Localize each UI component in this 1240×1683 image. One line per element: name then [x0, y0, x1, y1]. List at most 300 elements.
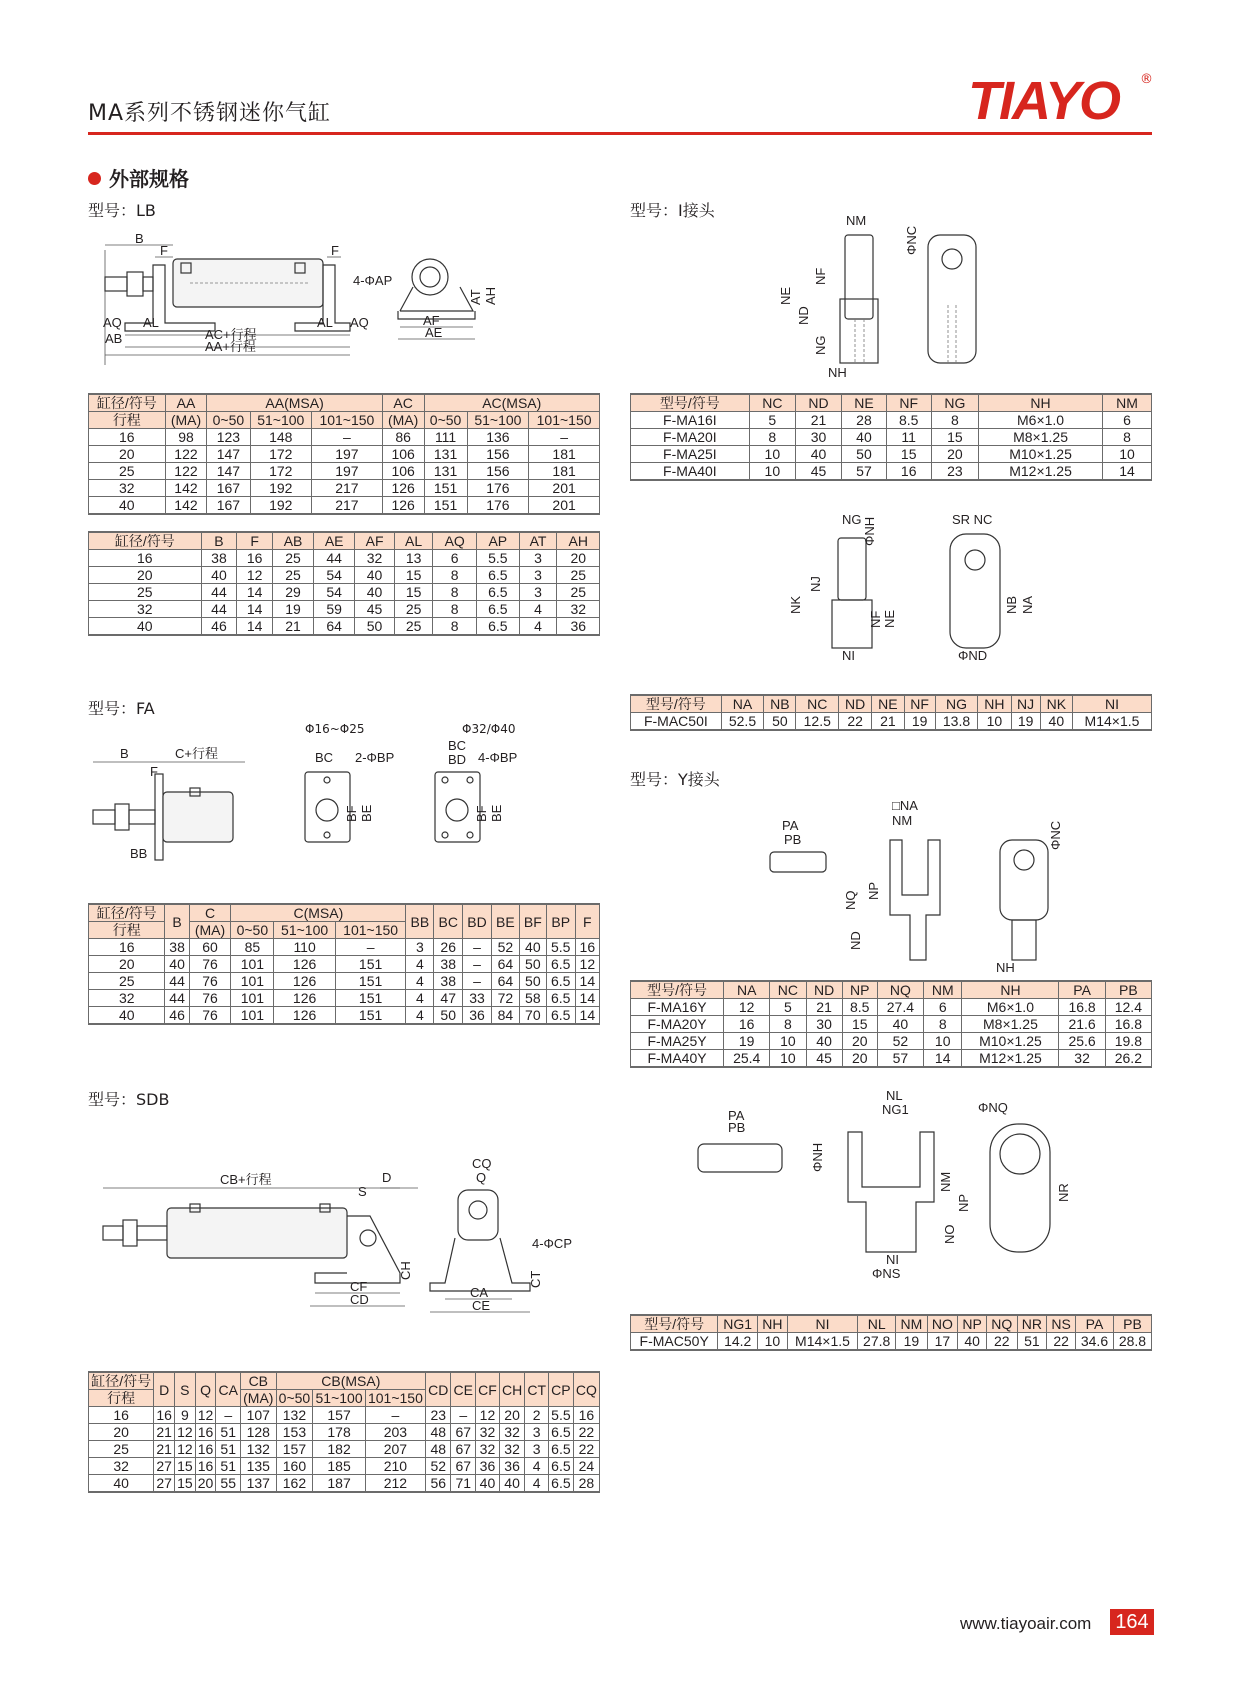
table-header: AA	[165, 394, 207, 412]
table-cell: 14	[575, 973, 599, 990]
table-cell: 40	[958, 1333, 987, 1351]
table-cell: 86	[382, 429, 424, 446]
table-header: Q	[195, 1372, 216, 1407]
table-cell: F-MA16Y	[631, 999, 724, 1016]
table-cell: 122	[165, 463, 207, 480]
table-header: NO	[927, 1315, 958, 1333]
table-cell: 44	[201, 601, 237, 618]
table-cell: 3	[519, 567, 557, 584]
table-cell: 19	[904, 713, 935, 731]
table-cell: 56	[426, 1475, 451, 1493]
table-cell: 6.5	[477, 618, 519, 636]
table-cell: 6.5	[549, 1441, 574, 1458]
table-header: F	[237, 532, 273, 550]
table-header: NA	[724, 981, 770, 999]
table-cell: 6.5	[546, 956, 575, 973]
table-cell: 9	[175, 1407, 196, 1424]
table-cell: 25	[557, 584, 600, 601]
table-cell: 151	[424, 480, 467, 497]
fa-diagram	[90, 740, 570, 860]
table-cell: 25.6	[1059, 1033, 1105, 1050]
table-cell: 126	[274, 956, 335, 973]
dim-c: C+行程	[175, 746, 218, 761]
label-lb: 型号：LB	[88, 201, 156, 220]
table-cell: 36	[557, 618, 600, 636]
table-cell: 101	[231, 973, 274, 990]
table-header: 型号/符号	[631, 1315, 718, 1333]
table-header: CB(MSA)	[276, 1372, 426, 1390]
table-cell: 203	[365, 1424, 425, 1441]
table-cell: 12	[195, 1407, 216, 1424]
table-cell: 32	[557, 601, 600, 618]
table-cell: 55	[216, 1475, 241, 1493]
table-cell: 126	[274, 1007, 335, 1025]
table-cell: 176	[467, 497, 529, 515]
table-header: C	[189, 904, 231, 922]
table-cell: M14×1.5	[787, 1333, 857, 1351]
dim-bd: BD	[448, 752, 467, 767]
table-cell: 21	[154, 1441, 175, 1458]
table-header: AP	[477, 532, 519, 550]
table-header: NP	[842, 981, 877, 999]
table-cell: 27.4	[877, 999, 923, 1016]
table-cell: 101	[231, 990, 274, 1007]
table-cell: 12.4	[1105, 999, 1151, 1016]
table-cell: 157	[276, 1441, 313, 1458]
dim-nq: ΦNQ	[978, 1100, 1008, 1115]
table-header: 101~150	[365, 1390, 425, 1407]
table-cell: 40	[476, 1475, 500, 1493]
table-header: CB	[241, 1372, 277, 1390]
table-cell: 8	[433, 601, 477, 618]
table-cell: 38	[201, 550, 237, 567]
table-row	[89, 550, 600, 567]
table-cell: 50	[842, 446, 887, 463]
table-cell: 153	[276, 1424, 313, 1441]
table-cell: 20	[195, 1475, 216, 1493]
table-cell: 13.8	[935, 713, 978, 731]
dim-f-right: F	[331, 243, 339, 258]
table-cell: 132	[276, 1407, 313, 1424]
table-cell: 16	[724, 1016, 770, 1033]
table-cell: 15	[931, 429, 979, 446]
table-cell: 10	[1102, 446, 1151, 463]
table-header: NH	[962, 981, 1059, 999]
table-cell: 76	[189, 973, 231, 990]
table-cell: 217	[312, 497, 383, 515]
table-cell: 217	[312, 480, 383, 497]
table-cell: 40	[201, 567, 237, 584]
table-header: 缸径/符号	[89, 1372, 154, 1390]
table-cell: 151	[335, 990, 406, 1007]
table-cell: 54	[314, 567, 355, 584]
table-header: AA(MSA)	[207, 394, 382, 412]
table-cell: 14	[237, 584, 273, 601]
table-header: NG	[935, 695, 978, 713]
table-cell: 6	[1102, 412, 1151, 429]
table-cell: M8×1.25	[962, 1016, 1059, 1033]
table-row	[89, 956, 600, 973]
table-cell: 21	[273, 618, 314, 636]
table-row	[89, 1407, 600, 1424]
table-cell: 16	[195, 1424, 216, 1441]
table-header: S	[175, 1372, 196, 1407]
dim-ca: CA	[470, 1285, 489, 1300]
table-header: NM	[896, 1315, 928, 1333]
table-cell: F-MA25I	[631, 446, 750, 463]
table-cell: 126	[274, 990, 335, 1007]
table-cell: 40	[89, 1475, 154, 1493]
table-cell: 57	[877, 1050, 923, 1068]
table-cell: 30	[806, 1016, 842, 1033]
table-cell: –	[312, 429, 383, 446]
table-header: (MA)	[165, 412, 207, 429]
table-header: AF	[355, 532, 395, 550]
table-cell: 40	[519, 939, 546, 956]
dim-bp2: 2-ΦBP	[355, 750, 395, 765]
table-cell: 6.5	[546, 1007, 575, 1025]
table-cell: 15	[175, 1458, 196, 1475]
table-cell: 16	[89, 1407, 154, 1424]
table-cell: 16	[237, 550, 273, 567]
table-row	[631, 463, 1152, 481]
table-cell: 6.5	[477, 584, 519, 601]
table-cell: 27	[154, 1458, 175, 1475]
table-header: NB	[764, 695, 796, 713]
table-cell: 14	[575, 990, 599, 1007]
table-cell: 8	[931, 412, 979, 429]
table-header: 101~150	[335, 922, 406, 939]
table-cell: 40	[806, 1033, 842, 1050]
dim-nq: NQ	[843, 890, 858, 910]
table-cell: 197	[312, 463, 383, 480]
table-header: 型号/符号	[631, 981, 724, 999]
table-cell: 6.5	[549, 1458, 574, 1475]
table-cell: 101	[231, 1007, 274, 1025]
table-cell: F-MA20I	[631, 429, 750, 446]
label-y-joint: 型号：Y接头	[630, 770, 720, 789]
table-cell: 19.8	[1105, 1033, 1151, 1050]
table-cell: 20	[842, 1033, 877, 1050]
table-cell: 6.5	[546, 973, 575, 990]
table-header: 行程	[89, 1390, 154, 1407]
footer-url[interactable]: www.tiayoair.com	[960, 1614, 1092, 1633]
dim-no: NO	[942, 1224, 957, 1244]
table-cell: 151	[335, 1007, 406, 1025]
table-header: NE	[872, 695, 904, 713]
table-header: PA	[1059, 981, 1105, 999]
sdb-diagram	[100, 1156, 620, 1318]
table-cell: 23	[931, 463, 979, 481]
table-cell: 12	[575, 956, 599, 973]
table-cell: 178	[313, 1424, 365, 1441]
table-cell: 16	[154, 1407, 175, 1424]
table-header: NQ	[986, 1315, 1017, 1333]
table-cell: 20	[931, 446, 979, 463]
table-cell: 10	[758, 1333, 788, 1351]
table-cell: –	[451, 1407, 476, 1424]
table-cell: 22	[1047, 1333, 1076, 1351]
dim-nc: ΦNC	[904, 225, 919, 255]
table-cell: 40	[89, 1007, 165, 1025]
table-row	[89, 601, 600, 618]
table-cell: 46	[165, 1007, 189, 1025]
table-cell: 36	[463, 1007, 492, 1025]
table-cell: 8	[749, 429, 795, 446]
dim-nd: ND	[796, 306, 811, 325]
table-cell: 52.5	[721, 713, 764, 731]
dim-nh: ΦNH	[862, 516, 877, 546]
dim-cd: CD	[350, 1292, 369, 1307]
table-cell: 20	[89, 567, 202, 584]
table-row	[89, 446, 600, 463]
table-header: 51~100	[467, 412, 529, 429]
table-cell: M14×1.5	[1072, 713, 1151, 731]
table-cell: 51	[216, 1458, 241, 1475]
table-cell: 16	[89, 429, 166, 446]
dim-ae: AE	[425, 325, 443, 340]
table-cell: 71	[451, 1475, 476, 1493]
table-cell: –	[335, 939, 406, 956]
table-cell: 25	[89, 463, 166, 480]
table-row	[89, 1475, 600, 1493]
dim-bc-large: BC	[448, 738, 467, 753]
table-cell: 21	[872, 713, 904, 731]
table-cell: 201	[529, 480, 600, 497]
dim-ns: ΦNS	[872, 1266, 901, 1281]
table-cell: 46	[201, 618, 237, 636]
table-cell: 148	[250, 429, 312, 446]
table-cell: 8	[1102, 429, 1151, 446]
table-cell: 132	[241, 1441, 277, 1458]
table-cell: 25	[89, 584, 202, 601]
table-header: (MA)	[241, 1390, 277, 1407]
table-header: ND	[839, 695, 872, 713]
table-cell: 131	[424, 446, 467, 463]
table-cell: 151	[335, 956, 406, 973]
table-header: NK	[1040, 695, 1072, 713]
table-cell: M10×1.25	[962, 1033, 1059, 1050]
dim-nc: ΦNC	[1048, 820, 1063, 850]
table-cell: 26.2	[1105, 1050, 1151, 1068]
table-cell: 8.5	[886, 412, 931, 429]
y-joint-50-diagram	[690, 1088, 1090, 1282]
table-cell: M10×1.25	[979, 446, 1103, 463]
table-row	[631, 999, 1152, 1016]
table-cell: 98	[165, 429, 207, 446]
dim-nh: NH	[996, 960, 1015, 975]
table-header: CD	[426, 1372, 451, 1407]
table-cell: 14	[924, 1050, 962, 1068]
table-cell: 15	[394, 584, 432, 601]
table-header: 行程	[89, 922, 165, 939]
dim-pb: PB	[784, 832, 802, 847]
table-cell: 156	[467, 446, 529, 463]
table-cell: 6.5	[549, 1424, 574, 1441]
table-cell: 4	[406, 956, 434, 973]
table-cell: 10	[770, 1050, 806, 1068]
dim-ah: AH	[483, 286, 498, 305]
table-cell: F-MA40I	[631, 463, 750, 481]
table-cell: 25.4	[724, 1050, 770, 1068]
table-cell: 64	[491, 956, 519, 973]
table-cell: 25	[273, 567, 314, 584]
dim-d: D	[382, 1170, 392, 1185]
table-cell: 8	[433, 567, 477, 584]
table-header: CQ	[573, 1372, 599, 1407]
table-cell: 40	[1040, 713, 1072, 731]
table-cell: 181	[529, 463, 600, 480]
dim-pa: PA	[782, 818, 799, 833]
table-cell: 16	[575, 939, 599, 956]
table-cell: –	[463, 956, 492, 973]
table-row	[89, 429, 600, 446]
table-row	[89, 1441, 600, 1458]
table-cell: –	[216, 1407, 241, 1424]
table-header: PB	[1105, 981, 1151, 999]
table-row	[631, 429, 1152, 446]
table-cell: 181	[529, 446, 600, 463]
table-cell: 12	[175, 1424, 196, 1441]
table-cell: 123	[207, 429, 250, 446]
dim-s: S	[358, 1184, 367, 1199]
table-row	[89, 480, 600, 497]
table-header: CA	[216, 1372, 241, 1407]
table-cell: 22	[986, 1333, 1017, 1351]
table-header: NH	[758, 1315, 788, 1333]
table-header: BF	[519, 904, 546, 939]
table-header: 101~150	[312, 412, 383, 429]
table-cell: 16	[89, 550, 202, 567]
table-cell: 147	[207, 446, 250, 463]
table-cell: F-MAC50I	[631, 713, 722, 731]
dim-ng: NG	[842, 512, 862, 527]
dim-na: □NA	[892, 798, 918, 813]
table-cell: 4	[525, 1475, 549, 1493]
dim-srnc: SR NC	[952, 512, 993, 527]
table-cell: 10	[978, 713, 1011, 731]
table-header: AT	[519, 532, 557, 550]
table-cell: 32	[476, 1441, 500, 1458]
table-cell: 25	[273, 550, 314, 567]
table-cell: 6.5	[546, 990, 575, 1007]
table-cell: 51	[1017, 1333, 1047, 1351]
table-lb-stroke	[88, 393, 600, 515]
table-header: AQ	[433, 532, 477, 550]
table-cell: 40	[165, 956, 189, 973]
table-cell: 142	[165, 480, 207, 497]
table-cell: 76	[189, 956, 231, 973]
table-cell: 32	[476, 1424, 500, 1441]
table-cell: 40	[795, 446, 841, 463]
dim-cp: 4-ΦCP	[532, 1236, 572, 1251]
table-cell: 52	[877, 1033, 923, 1050]
table-cell: 64	[314, 618, 355, 636]
table-row	[631, 1050, 1152, 1068]
table-cell: 106	[382, 463, 424, 480]
table-cell: 44	[201, 584, 237, 601]
dim-ac: AC+行程	[205, 327, 257, 342]
dim-ng: NG	[813, 335, 828, 355]
table-cell: 192	[250, 480, 312, 497]
bullet-icon	[88, 172, 101, 185]
table-header: AC(MSA)	[424, 394, 600, 412]
table-row	[89, 584, 600, 601]
table-cell: 16	[886, 463, 931, 481]
table-cell: 50	[519, 973, 546, 990]
dim-al-right: AL	[317, 315, 333, 330]
table-cell: 176	[467, 480, 529, 497]
table-cell: 2	[525, 1407, 549, 1424]
table-cell: 110	[274, 939, 335, 956]
table-row	[89, 497, 600, 515]
table-cell: 24	[573, 1458, 599, 1475]
table-header: AH	[557, 532, 600, 550]
table-cell: 47	[434, 990, 463, 1007]
table-cell: 8	[770, 1016, 806, 1033]
header-rule	[88, 132, 1152, 135]
table-header: BE	[491, 904, 519, 939]
dim-nd: ND	[848, 931, 863, 950]
table-cell: 8	[924, 1016, 962, 1033]
table-cell: F-MA16I	[631, 412, 750, 429]
dim-nh: NH	[828, 365, 847, 380]
table-cell: 16	[195, 1441, 216, 1458]
dim-aq-right: AQ	[350, 315, 369, 330]
table-cell: 38	[165, 939, 189, 956]
registered-mark: ®	[1140, 72, 1153, 87]
table-cell: 6.5	[549, 1475, 574, 1493]
table-header: F	[575, 904, 599, 939]
table-cell: 142	[165, 497, 207, 515]
label-sdb: 型号：SDB	[88, 1090, 170, 1109]
table-row	[89, 618, 600, 636]
table-header: CE	[451, 1372, 476, 1407]
table-cell: 52	[491, 939, 519, 956]
table-cell: 27	[154, 1475, 175, 1493]
table-row	[631, 1016, 1152, 1033]
table-cell: F-MA40Y	[631, 1050, 724, 1068]
table-cell: 15	[842, 1016, 877, 1033]
table-cell: 14	[237, 601, 273, 618]
dim-nf: NF	[868, 610, 883, 628]
dim-pa: PA	[728, 1108, 745, 1123]
table-cell: 30	[795, 429, 841, 446]
table-cell: 32	[499, 1424, 524, 1441]
table-cell: 6	[924, 999, 962, 1016]
table-cell: 28.8	[1113, 1333, 1151, 1351]
table-cell: 15	[886, 446, 931, 463]
table-cell: 14	[575, 1007, 599, 1025]
table-header: 缸径/符号	[89, 532, 202, 550]
table-cell: 40	[355, 567, 395, 584]
table-cell: 40	[89, 618, 202, 636]
dim-aq: AQ	[103, 315, 122, 330]
table-cell: 126	[382, 480, 424, 497]
table-cell: 157	[313, 1407, 365, 1424]
table-cell: M12×1.25	[979, 463, 1103, 481]
dim-nd: ΦND	[958, 648, 988, 663]
table-cell: 32	[89, 601, 202, 618]
table-cell: 33	[463, 990, 492, 1007]
dim-nf: NF	[813, 267, 828, 285]
label-fa-large: Φ32/Φ40	[462, 722, 516, 736]
table-cell: 160	[276, 1458, 313, 1475]
table-cell: 16	[89, 939, 165, 956]
table-sdb	[88, 1371, 600, 1493]
table-header: B	[201, 532, 237, 550]
dim-np: NP	[956, 1193, 971, 1212]
